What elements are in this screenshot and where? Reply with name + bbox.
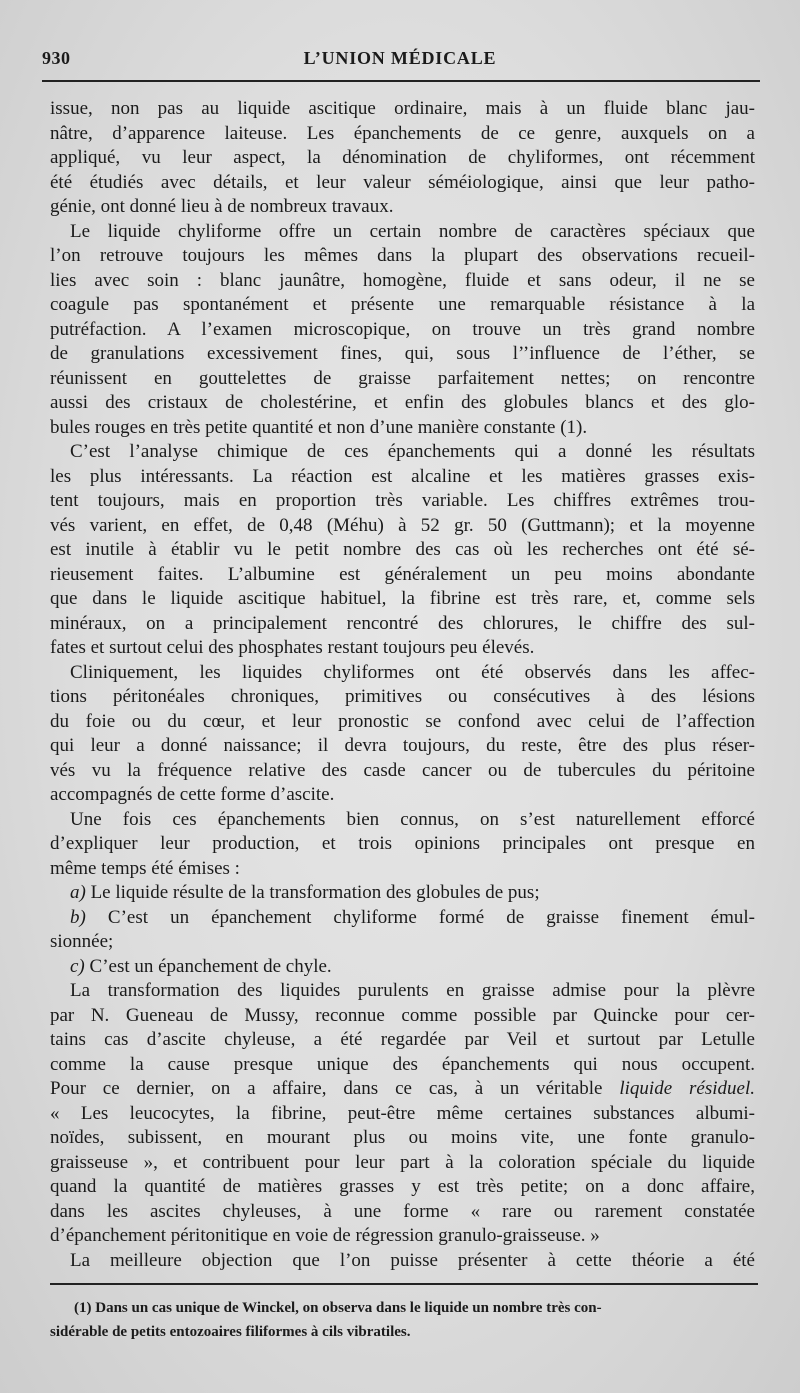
page-number: 930 — [42, 48, 71, 68]
text-line: tions péritonéales chroniques, primitives ou consécutives à des lésions — [50, 686, 755, 707]
text-line: vés varient, en effet, de 0,48 (Méhu) à 52 gr. 50 (Guttmann); et la moyenne — [50, 514, 755, 536]
italic-text: a) — [70, 882, 86, 903]
text-line — [50, 1077, 755, 1102]
footnote-rule — [50, 1283, 758, 1285]
text-line: aussi des cristaux de cholestérine, et enfin des globules blancs et des glo- — [50, 392, 755, 413]
header-rule — [42, 80, 760, 82]
text-line: les plus intéressants. La réaction est alcaline et les matières grasses exis- — [50, 465, 755, 487]
text-line: fates et surtout celui des phosphates restant toujours peu élevés. — [50, 637, 535, 658]
text-line — [50, 906, 755, 931]
text-line: vés vu la fréquence relative des casde cancer ou de tubercules du péritoine — [50, 759, 755, 781]
body-text — [50, 97, 755, 1273]
text-line: bules rouges en très petite quantité et non d’une manière constante (1). — [50, 416, 588, 438]
paragraph — [50, 955, 755, 980]
paragraph — [50, 979, 755, 1249]
text-line: coagule pas spontanément et présente une remarquable résistance à la — [50, 294, 755, 315]
text-line: Une fois ces épanchements bien connus, on s’est naturellement efforcé — [70, 808, 755, 830]
text-line: appliqué, vu leur aspect, la dénomination de chyliformes, ont récemment — [50, 147, 755, 168]
paragraph — [50, 881, 755, 906]
running-title: L’UNION MÉDICALE — [303, 48, 497, 68]
text-line — [50, 955, 755, 980]
text-line: que dans le liquide ascitique habituel, la fibrine est très rare, et, comme sels — [50, 588, 755, 609]
text-line: tent toujours, mais en proportion très variable. Les chiffres extrêmes trou- — [50, 490, 755, 511]
text-segment: Pour ce dernier, on a affaire, dans ce cas, à un véritable — [50, 1078, 620, 1099]
footnote-line: sidérable de petits entozoaires filiformes à cils vibratiles. — [50, 1324, 411, 1340]
text-line: noïdes, subissent, en mourant plus ou moins vite, une fonte granulo- — [50, 1127, 755, 1148]
text-segment: C’est un épanchement de chyle. — [84, 955, 332, 977]
text-line: est inutile à établir vu le petit nombre des cas où les recherches ont été sé- — [50, 539, 755, 560]
text-line: réunissent en gouttelettes de graisse parfaitement nettes; on rencontre — [50, 367, 755, 389]
text-line: Cliniquement, les liquides chyliformes ont été observés dans les affec- — [70, 661, 755, 683]
paragraph — [50, 661, 755, 808]
text-line: nâtre, d’apparence laiteuse. Les épanchements de ce genre, auxquels on a — [50, 122, 755, 144]
text-line: d’expliquer leur production, et trois opinions principales ont presque en — [50, 833, 755, 854]
paragraph — [50, 97, 755, 220]
text-line: d’épanchement péritonitique en voie de régression granulo-graisseuse. » — [50, 1225, 600, 1246]
italic-text: b) — [70, 906, 86, 928]
text-line: lies avec soin : blanc jaunâtre, homogène, fluide et sans odeur, il ne se — [50, 269, 755, 291]
text-line: issue, non pas au liquide ascitique ordinaire, mais à un fluide blanc jau- — [50, 98, 755, 119]
text-line: l’on retrouve toujours les mêmes dans la plupart des observations recueil- — [50, 245, 755, 266]
text-line: La meilleure objection que l’on puisse présenter à cette théorie a été — [70, 1249, 755, 1271]
italic-text: liquide résiduel. — [619, 1078, 755, 1099]
paragraph — [50, 1249, 755, 1274]
text-line: même temps été émises : — [50, 857, 240, 879]
text-line: putréfaction. A l’examen microscopique, on trouve un très grand nombre — [50, 318, 755, 340]
text-line: « Les leucocytes, la fibrine, peut-être même certaines substances albumi- — [50, 1102, 755, 1124]
text-line: rieusement faites. L’albumine est généralement un peu moins abondante — [50, 563, 755, 585]
text-line: C’est l’analyse chimique de ces épanchements qui a donné les résultats — [70, 441, 755, 462]
text-line: quand la quantité de matières grasses y est très petite; on a donc affaire, — [50, 1176, 755, 1197]
text-segment: Le liquide résulte de la transformation des globules de pus; — [85, 882, 540, 903]
text-segment: C’est un épanchement chyliforme formé de graisse finement émul- — [85, 906, 755, 928]
footnote-line: (1) Dans un cas unique de Winckel, on observa dans le liquide un nombre très con- — [74, 1300, 602, 1316]
text-line — [50, 881, 755, 906]
paragraph — [50, 220, 755, 441]
paragraph — [50, 906, 755, 955]
paragraph — [50, 808, 755, 882]
text-line: tains cas d’ascite chyleuse, a été regardée par Veil et surtout par Letulle — [50, 1029, 755, 1050]
text-line: génie, ont donné lieu à de nombreux travaux. — [50, 196, 394, 217]
text-line: graisseuse », et contribuent pour leur part à la coloration spéciale du liquide — [50, 1151, 755, 1173]
text-line: qui leur a donné naissance; il devra toujours, du reste, être des plus réser- — [50, 735, 755, 756]
text-line: dans les ascites chyleuses, à une forme « rare ou rarement constatée — [50, 1200, 755, 1222]
text-line: comme la cause presque unique des épanchements qui nous occupent. — [50, 1053, 755, 1075]
text-line: Le liquide chyliforme offre un certain nombre de caractères spéciaux que — [70, 220, 755, 242]
text-line: été étudiés avec détails, et leur valeur séméiologique, ainsi que leur patho- — [50, 171, 755, 193]
text-line: de granulations excessivement fines, qui, sous l’’influence de l’éther, se — [50, 343, 755, 364]
text-line: du foie ou du cœur, et leur pronostic se confond avec celui de l’affection — [50, 710, 755, 732]
text-line: La transformation des liquides purulents en graisse admise pour la plèvre — [70, 980, 755, 1001]
text-line: accompagnés de cette forme d’ascite. — [50, 784, 335, 805]
footnote — [50, 1296, 755, 1344]
text-line: par N. Gueneau de Mussy, reconnue comme possible par Quincke pour cer- — [50, 1004, 755, 1026]
text-line: minéraux, on a principalement rencontré des chlorures, le chiffre des sul- — [50, 612, 755, 634]
paragraph — [50, 440, 755, 661]
text-line: sionnée; — [50, 931, 114, 952]
italic-text: c) — [70, 955, 85, 977]
